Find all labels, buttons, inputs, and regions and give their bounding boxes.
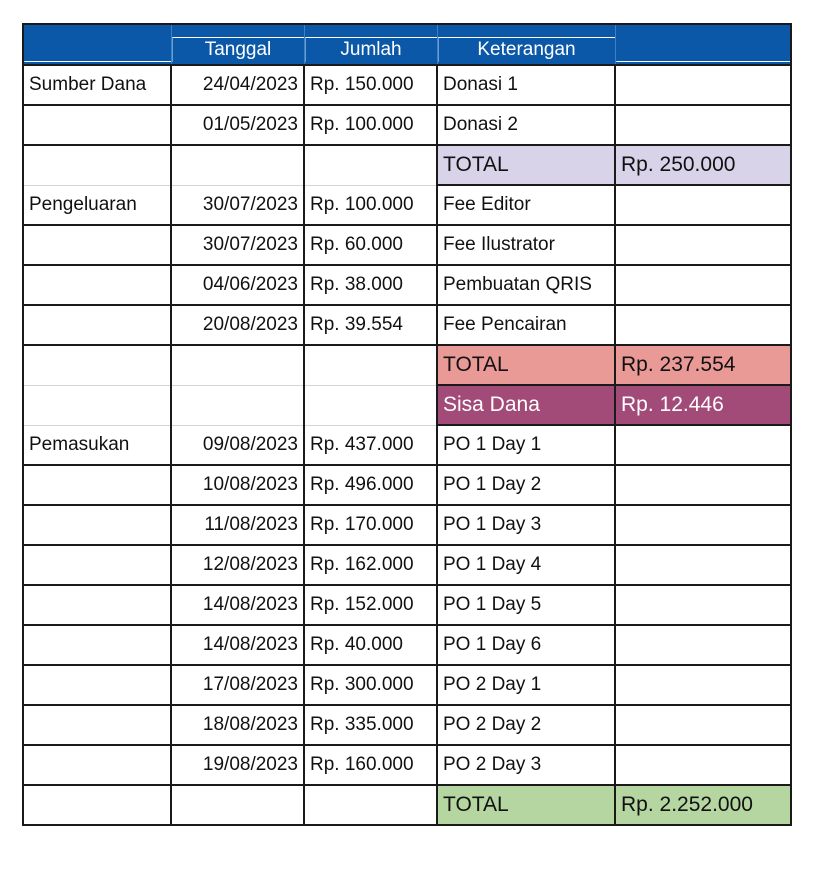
table-row bbox=[23, 65, 791, 105]
amount-cell[interactable] bbox=[304, 785, 437, 825]
value-cell[interactable] bbox=[615, 665, 791, 705]
date-cell[interactable]: 30/07/2023 bbox=[171, 185, 304, 225]
keterangan-cell[interactable]: PO 2 Day 1 bbox=[437, 665, 615, 705]
value-cell[interactable] bbox=[615, 745, 791, 785]
date-cell[interactable]: 18/08/2023 bbox=[171, 705, 304, 745]
table-row bbox=[23, 185, 791, 225]
row-label-cell[interactable] bbox=[23, 625, 171, 665]
keterangan-cell[interactable]: PO 1 Day 3 bbox=[437, 505, 615, 545]
value-cell[interactable] bbox=[615, 105, 791, 145]
row-label-cell[interactable] bbox=[23, 105, 171, 145]
value-cell[interactable] bbox=[615, 705, 791, 745]
table-row bbox=[23, 145, 791, 185]
keterangan-cell[interactable]: PO 1 Day 2 bbox=[437, 465, 615, 505]
amount-cell[interactable]: Rp. 100.000 bbox=[304, 105, 437, 145]
row-label-cell[interactable]: Pengeluaran bbox=[23, 185, 171, 225]
amount-cell[interactable]: Rp. 496.000 bbox=[304, 465, 437, 505]
value-cell[interactable] bbox=[615, 225, 791, 265]
table-row bbox=[23, 225, 791, 265]
row-label-cell[interactable] bbox=[23, 665, 171, 705]
header-row bbox=[23, 24, 791, 65]
table-row bbox=[23, 425, 791, 465]
table-row bbox=[23, 385, 791, 425]
date-cell[interactable] bbox=[171, 385, 304, 425]
row-label-cell[interactable] bbox=[23, 785, 171, 825]
date-cell[interactable]: 19/08/2023 bbox=[171, 745, 304, 785]
amount-cell[interactable]: Rp. 162.000 bbox=[304, 545, 437, 585]
date-cell[interactable]: 20/08/2023 bbox=[171, 305, 304, 345]
value-cell[interactable]: Rp. 12.446 bbox=[615, 385, 791, 425]
row-label-cell[interactable]: Pemasukan bbox=[23, 425, 171, 465]
date-cell[interactable]: 14/08/2023 bbox=[171, 625, 304, 665]
keterangan-cell[interactable]: Sisa Dana bbox=[437, 385, 615, 425]
keterangan-cell[interactable]: Fee Pencairan bbox=[437, 305, 615, 345]
keterangan-cell[interactable]: PO 2 Day 2 bbox=[437, 705, 615, 745]
keterangan-cell[interactable]: Donasi 2 bbox=[437, 105, 615, 145]
amount-cell[interactable]: Rp. 40.000 bbox=[304, 625, 437, 665]
amount-cell[interactable] bbox=[304, 145, 437, 185]
row-label-cell[interactable] bbox=[23, 345, 171, 385]
value-cell[interactable] bbox=[615, 425, 791, 465]
header-cell-jumlah[interactable]: Jumlah bbox=[304, 24, 437, 65]
amount-cell[interactable]: Rp. 170.000 bbox=[304, 505, 437, 545]
date-cell[interactable]: 30/07/2023 bbox=[171, 225, 304, 265]
date-cell[interactable]: 12/08/2023 bbox=[171, 545, 304, 585]
table-row bbox=[23, 265, 791, 305]
table-row bbox=[23, 585, 791, 625]
row-label-cell[interactable] bbox=[23, 745, 171, 785]
value-cell[interactable]: Rp. 2.252.000 bbox=[615, 785, 791, 825]
table-row bbox=[23, 345, 791, 385]
date-cell[interactable]: 10/08/2023 bbox=[171, 465, 304, 505]
row-label-cell[interactable] bbox=[23, 705, 171, 745]
date-cell[interactable]: 09/08/2023 bbox=[171, 425, 304, 465]
row-label-cell[interactable] bbox=[23, 225, 171, 265]
table-row bbox=[23, 305, 791, 345]
keterangan-cell[interactable]: Pembuatan QRIS bbox=[437, 265, 615, 305]
row-label-cell[interactable] bbox=[23, 545, 171, 585]
date-cell[interactable]: 01/05/2023 bbox=[171, 105, 304, 145]
value-cell[interactable] bbox=[615, 465, 791, 505]
amount-cell[interactable] bbox=[304, 385, 437, 425]
amount-cell[interactable]: Rp. 152.000 bbox=[304, 585, 437, 625]
table-row bbox=[23, 105, 791, 145]
row-label-cell[interactable] bbox=[23, 385, 171, 425]
date-cell[interactable] bbox=[171, 785, 304, 825]
date-cell[interactable]: 11/08/2023 bbox=[171, 505, 304, 545]
date-cell[interactable] bbox=[171, 345, 304, 385]
row-label-cell[interactable] bbox=[23, 305, 171, 345]
date-cell[interactable]: 14/08/2023 bbox=[171, 585, 304, 625]
amount-cell[interactable] bbox=[304, 345, 437, 385]
keterangan-cell[interactable]: PO 1 Day 6 bbox=[437, 625, 615, 665]
row-label-cell[interactable] bbox=[23, 505, 171, 545]
finance-spreadsheet bbox=[22, 23, 792, 826]
header-cell-keterangan[interactable]: Keterangan bbox=[437, 24, 615, 65]
value-cell[interactable] bbox=[615, 65, 791, 105]
amount-cell[interactable]: Rp. 335.000 bbox=[304, 705, 437, 745]
row-label-cell[interactable] bbox=[23, 145, 171, 185]
keterangan-cell[interactable]: PO 1 Day 1 bbox=[437, 425, 615, 465]
table-row bbox=[23, 665, 791, 705]
date-cell[interactable]: 24/04/2023 bbox=[171, 65, 304, 105]
keterangan-cell[interactable]: TOTAL bbox=[437, 345, 615, 385]
keterangan-cell[interactable]: PO 2 Day 3 bbox=[437, 745, 615, 785]
amount-cell[interactable]: Rp. 300.000 bbox=[304, 665, 437, 705]
row-label-cell[interactable] bbox=[23, 465, 171, 505]
header-cell-value[interactable] bbox=[615, 24, 791, 65]
keterangan-cell[interactable]: Fee Editor bbox=[437, 185, 615, 225]
date-cell[interactable] bbox=[171, 145, 304, 185]
amount-cell[interactable]: Rp. 160.000 bbox=[304, 745, 437, 785]
keterangan-cell[interactable]: Fee Ilustrator bbox=[437, 225, 615, 265]
date-cell[interactable]: 04/06/2023 bbox=[171, 265, 304, 305]
value-cell[interactable] bbox=[615, 585, 791, 625]
value-cell[interactable]: Rp. 250.000 bbox=[615, 145, 791, 185]
date-cell[interactable]: 17/08/2023 bbox=[171, 665, 304, 705]
amount-cell[interactable]: Rp. 38.000 bbox=[304, 265, 437, 305]
table-row bbox=[23, 465, 791, 505]
amount-cell[interactable]: Rp. 39.554 bbox=[304, 305, 437, 345]
value-cell[interactable] bbox=[615, 305, 791, 345]
value-cell[interactable] bbox=[615, 625, 791, 665]
keterangan-cell[interactable]: Donasi 1 bbox=[437, 65, 615, 105]
table-row bbox=[23, 505, 791, 545]
row-label-cell[interactable]: Sumber Dana bbox=[23, 65, 171, 105]
keterangan-cell[interactable]: PO 1 Day 4 bbox=[437, 545, 615, 585]
keterangan-cell[interactable]: TOTAL bbox=[437, 145, 615, 185]
amount-cell[interactable]: Rp. 100.000 bbox=[304, 185, 437, 225]
value-cell[interactable] bbox=[615, 265, 791, 305]
header-cell-label[interactable] bbox=[23, 24, 171, 65]
table-row bbox=[23, 625, 791, 665]
value-cell[interactable] bbox=[615, 545, 791, 585]
value-cell[interactable] bbox=[615, 185, 791, 225]
table-row bbox=[23, 785, 791, 825]
table-row bbox=[23, 705, 791, 745]
header-cell-tanggal[interactable]: Tanggal bbox=[171, 24, 304, 65]
row-label-cell[interactable] bbox=[23, 585, 171, 625]
keterangan-cell[interactable]: TOTAL bbox=[437, 785, 615, 825]
keterangan-cell[interactable]: PO 1 Day 5 bbox=[437, 585, 615, 625]
value-cell[interactable]: Rp. 237.554 bbox=[615, 345, 791, 385]
amount-cell[interactable]: Rp. 150.000 bbox=[304, 65, 437, 105]
amount-cell[interactable]: Rp. 437.000 bbox=[304, 425, 437, 465]
table-row bbox=[23, 745, 791, 785]
table-row bbox=[23, 545, 791, 585]
row-label-cell[interactable] bbox=[23, 265, 171, 305]
value-cell[interactable] bbox=[615, 505, 791, 545]
amount-cell[interactable]: Rp. 60.000 bbox=[304, 225, 437, 265]
